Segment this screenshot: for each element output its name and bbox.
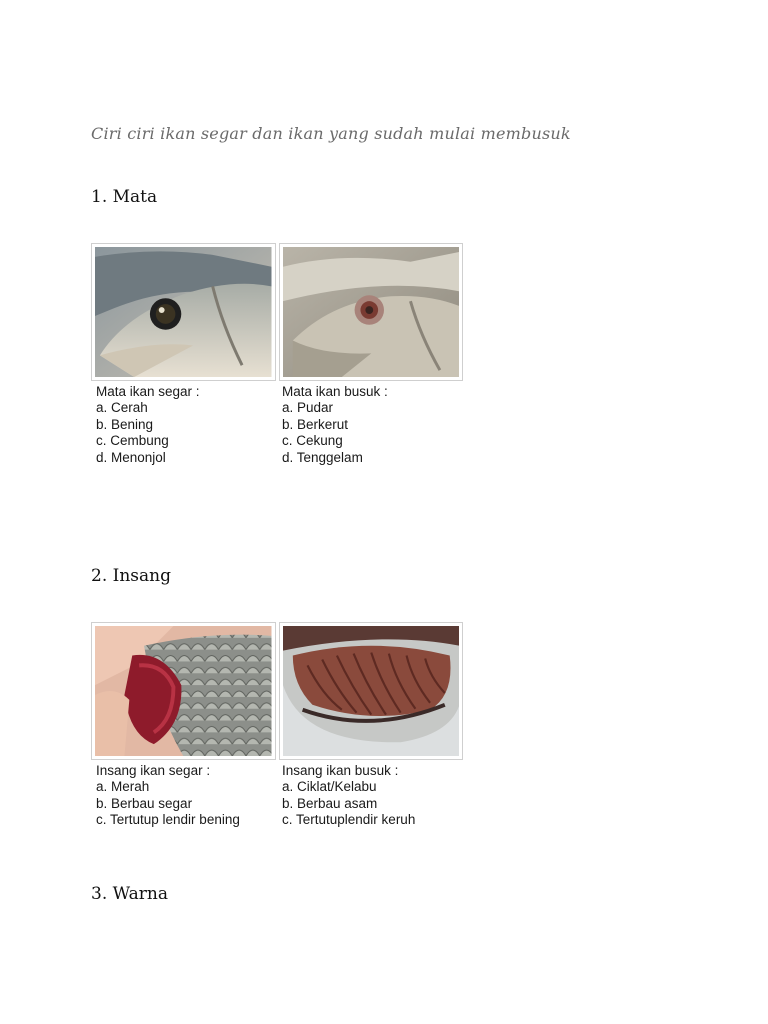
fresh-eye-list <box>96 384 282 466</box>
eye-descriptions <box>96 384 468 466</box>
list-title: Mata ikan busuk : <box>282 384 388 399</box>
list-item: d. Tenggelam <box>282 449 363 465</box>
list-item: b. Bening <box>96 416 154 432</box>
list-item: b. Berkerut <box>282 416 349 432</box>
list-item: c. Tertutuplendir keruh <box>282 812 416 828</box>
gill-descriptions <box>96 763 468 829</box>
section-heading-insang: 2. Insang <box>91 566 171 586</box>
list-item: a. Ciklat/Kelabu <box>282 779 377 795</box>
rotten-eye-photo <box>279 243 464 381</box>
list-title: Mata ikan segar : <box>96 384 200 399</box>
list-item: b. Berbau segar <box>96 795 193 811</box>
list-item: a. Merah <box>96 779 150 795</box>
rotten-gill-list <box>282 763 468 829</box>
gill-photo-row <box>91 622 463 760</box>
section-heading-warna: 3. Warna <box>91 884 168 904</box>
list-title: Insang ikan segar : <box>96 763 211 778</box>
intro-text: Ciri ciri ikan segar dan ikan yang sudah mulai membusuk <box>91 124 571 143</box>
list-item: c. Cekung <box>282 433 343 449</box>
list-item: d. Menonjol <box>96 449 166 465</box>
list-item: a. Cerah <box>96 400 148 416</box>
fresh-gill-photo <box>91 622 276 760</box>
rotten-eye-list <box>282 384 468 466</box>
list-item: c. Tertutup lendir bening <box>96 812 240 828</box>
rotten-gill-photo <box>279 622 464 760</box>
list-item: c. Cembung <box>96 433 169 449</box>
list-item: a. Pudar <box>282 400 334 416</box>
fresh-gill-list <box>96 763 282 829</box>
section-heading-mata: 1. Mata <box>91 187 158 207</box>
fresh-eye-photo <box>91 243 276 381</box>
list-title: Insang ikan busuk : <box>282 763 399 778</box>
eye-photo-row <box>91 243 463 381</box>
list-item: b. Berbau asam <box>282 795 378 811</box>
